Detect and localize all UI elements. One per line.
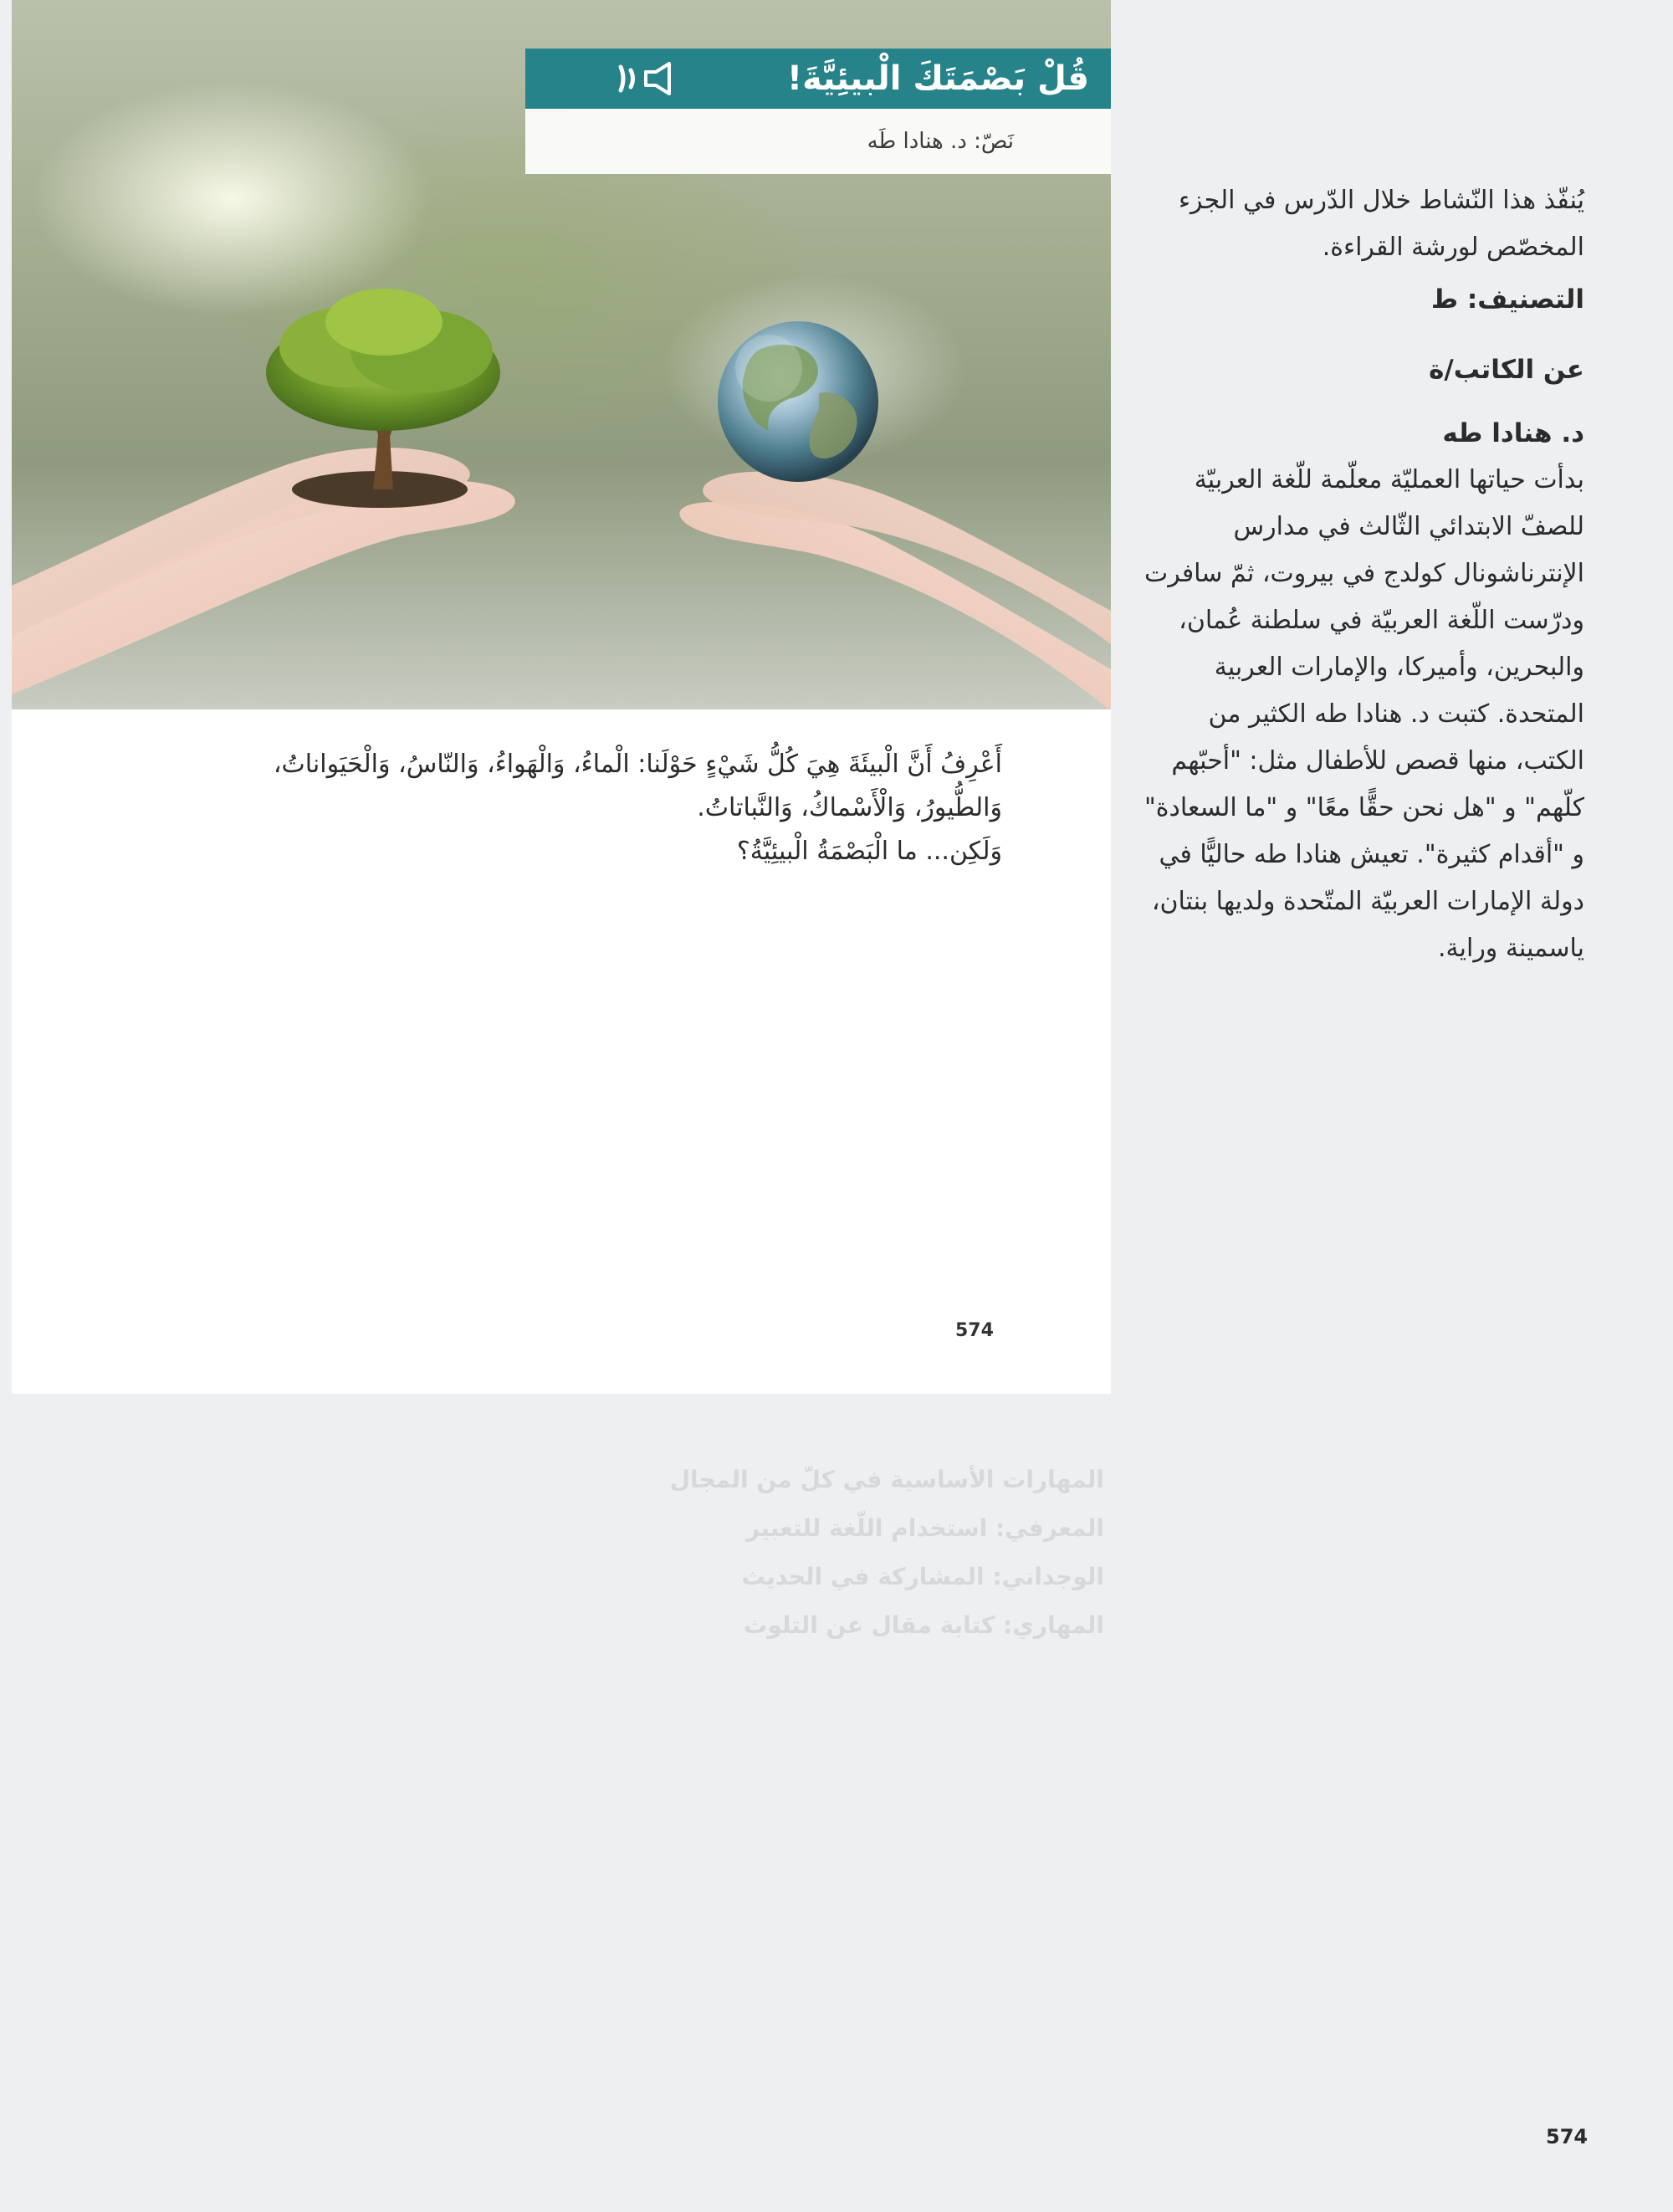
classification-label: التصنيف: ط <box>1430 284 1584 315</box>
activity-intro: يُنفّذ هذا النّشاط خلال الدّرس في الجزء المخصّص لورشة القراءة. <box>1178 186 1584 262</box>
author-credit: نَصّ: د. هنادا طَه <box>867 129 1014 154</box>
author-credit-strip <box>525 109 1111 174</box>
about-author-heading: عن الكاتب/ة <box>1429 355 1584 385</box>
story-paragraph: وَلَكِن... ما الْبَصْمَةُ الْبيئِيَّةُ؟ <box>736 837 1002 866</box>
author-name: د. هنادا طه <box>1442 418 1584 448</box>
story-title: قُلْ بَصْمَتَكَ الْبيئِيَّةَ! <box>786 59 1089 98</box>
author-bio: بدأت حياتها العمليّة معلّمة للّغة العربيّة للصفّ الابتدائي الثّالث في مدارس الإنترناشونال كولدج في بيروت، ثمّ سافرت ودرّست اللّغة العربيّة في سلطنة عُمان، والبحرين، وأميركا، والإمارات العربية المتحدة. كتبت د. هنادا طه الكثير من الكتب، منها قصص للأطفال مثل: "أحبّهم كلّهم" و "هل نحن حقًّا معًا" و "ما السعادة" و "أقدام كثيرة". تعيش هنادا طه حاليًّا في دولة الإمارات العربيّة المتّحدة ولديها بنتان، ياسمينة وراية. <box>1143 465 1584 963</box>
student-page-card <box>12 0 1111 1394</box>
bleed-through-text: المهارات الأساسية في كلّ من المجال المعرفي: استخدام اللّغة للتعبير الوجداني: المشاركة في الحديث المهاري: كتابة مقال عن التلوث <box>669 1466 1104 1639</box>
card-page-number: 574 <box>955 1320 994 1341</box>
story-text <box>179 743 1002 873</box>
teacher-notes-column <box>1143 177 1584 972</box>
story-paragraph: أَعْرِفُ أَنَّ الْبيئَةَ هِيَ كُلُّ شَيْءٍ حَوْلَنا: الْماءُ، وَالْهَواءُ، وَالنّاسُ، وَالْحَيَواناتُ، وَالطُّيورُ، وَالْأَسْماكُ، وَالنَّباتاتُ. <box>273 750 1002 822</box>
speaker-icon[interactable] <box>616 60 683 97</box>
hero-image <box>12 0 1111 709</box>
story-title-bar <box>525 49 1111 109</box>
page-number: 574 <box>1546 2125 1589 2148</box>
